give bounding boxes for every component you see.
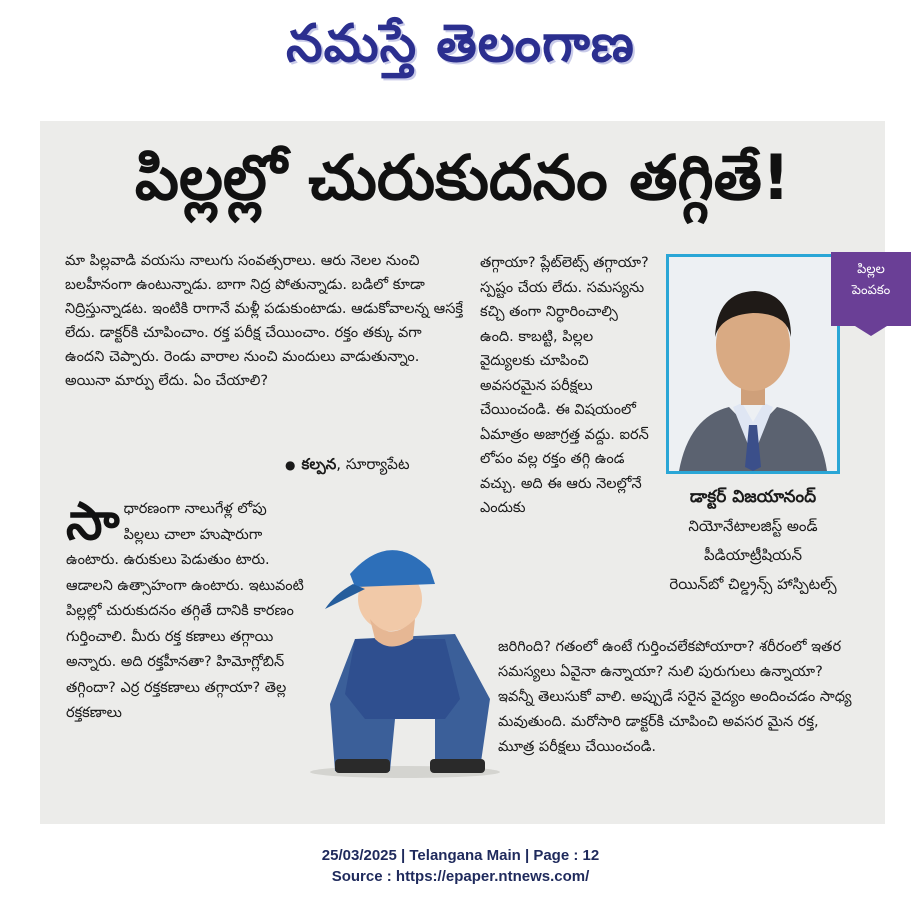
doctor-photo-frame [666,254,840,474]
doctor-photo [669,257,837,471]
answer-dropcap: సా [66,492,120,552]
author-place: , సూర్యాపేట [336,455,410,473]
doctor-hospital: రెయిన్‌బో చిల్డ్రన్స్ హాస్పిటల్స్ [669,575,837,593]
doctor-title-1: నియోనేటాలజిస్ట్ అండ్ [688,517,818,535]
badge-line-1: పిల్లల [857,262,885,277]
badge-tail [855,326,887,336]
question-author [285,455,410,477]
bullet-icon: ● [285,458,296,472]
doctor-name: డాక్టర్ విజయానంద్ [689,487,817,507]
answer-intro-text: ధారణంగా నాలుగేళ్ల లోపు పిల్లలు చాలా హుషారుగా ఉంటారు. ఉరుకులు పెడుతుం టారు. ఆడాలని ఉత్సాహంగా ఉంటారు. ఇటువంటి పిల్లల్లో చురుకుదనం తగ్గితే దానికి కారణం గుర్తించాలి. మీరు రక్త కణాలు తగ్గాయి అన్నారు. అది రక్తహీనతా? హిమోగ్లోబిన్ తగ్గిందా? ఎర్ర రక్తకణాలు తగ్గాయా? తెల్ల రక్తకణాలు [66,501,304,721]
article-clipping [40,121,891,824]
answer-intro [66,492,306,727]
doctor-title-2: పీడియాట్రీషియన్ [704,546,802,564]
badge-line-2: పెంపకం [851,283,891,298]
doctor-caption [628,483,878,599]
author-name: కల్పన [301,455,337,473]
answer-column-middle: తగ్గాయా? ప్లేట్‌లెట్స్ తగ్గాయా? స్పష్టం చేయ లేదు. సమస్యను కచ్చి తంగా నిర్ధారించాల్సి ఉంది. కాబట్టి, పిల్లల వైద్యులకు చూపించి అవసరమైన పరీక్షలు చేయించండి. ఈ విషయంలో ఏమాత్రం అజాగ్రత్త వద్దు. ఐరన్ లోపం వల్ల రక్తం తగ్గి ఉండ వచ్చు. అది ఈ ఆరు నెలల్లోనే ఎందుకు [480,255,649,516]
footer-date-page: 25/03/2025 | Telangana Main | Page : 12 [321,847,600,864]
masthead [0,0,921,100]
masthead-logo-text: నమస్తే తెలంగాణ [286,13,635,74]
article-headline: పిల్లల్లో చురుకుదనం తగ్గితే! [134,141,791,214]
child-photo [295,489,510,779]
section-badge [831,252,911,326]
footer-source: Source : https://epaper.ntnews.com/ [331,868,590,885]
answer-column-bottom: జరిగింది? గతంలో ఉంటే గుర్తించలేకపోయారా? శరీరంలో ఇతర సమస్యలు ఏవైనా ఉన్నాయా? నులి పురుగులు ఉన్నాయా? ఇవన్నీ తెలుసుకో వాలి. అప్పుడే సరైన వైద్యం అందించడం సాధ్య మవుతుంది. మరోసారి డాక్టర్‌కి చూపించి అవసర మైన రక్త, మూత్ర పరీక్షలు చేయించండి. [498,639,852,755]
footer [0,845,921,887]
reader-question: మా పిల్లవాడి వయసు నాలుగు సంవత్సరాలు. ఆరు నెలల నుంచి బలహీనంగా ఉంటున్నాడు. బాగా నిద్ర పోతున్నాడు. బడిలో కూడా నిద్రిస్తున్నాడట. ఇంటికి రాగానే మళ్లీ పడుకుంటాడు. ఆడుకోవాలన్న ఆసక్తే లేదు. డాక్టర్‌కి చూపించాం. రక్త పరీక్ష చేయించాం. రక్తం తక్కు వగా ఉందని చెప్పారు. రెండు వారాల నుంచి మందులు వాడుతున్నాం. అయినా మార్పు లేదు. ఏం చేయాలి? [65,253,463,389]
